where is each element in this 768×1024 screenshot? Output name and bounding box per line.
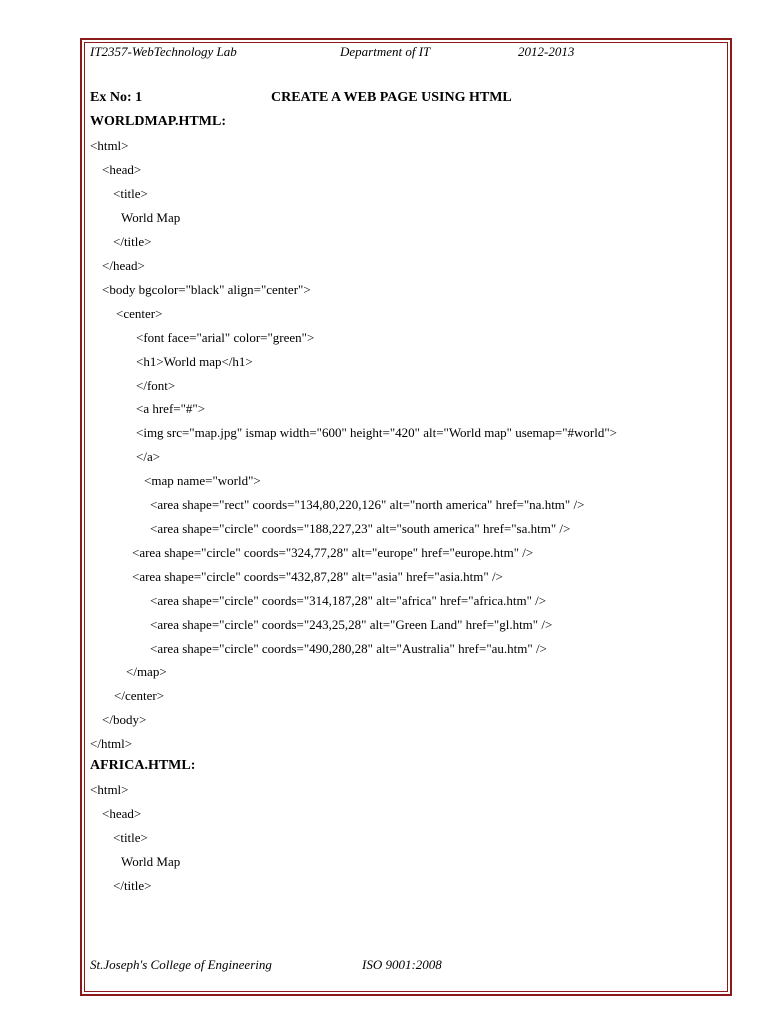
- code-line: <h1>World map</h1>: [136, 354, 253, 369]
- code-line: </center>: [114, 688, 165, 703]
- code-line: <map name="world">: [144, 473, 261, 488]
- code-line: </head>: [102, 258, 145, 273]
- code-line: <area shape="circle" coords="243,25,28" alt="Green Land" href="gl.htm" />: [150, 617, 553, 632]
- footer-iso: ISO 9001:2008: [362, 957, 442, 972]
- code-line: <center>: [116, 306, 163, 321]
- code-line: <area shape="circle" coords="314,187,28" alt="africa" href="africa.htm" />: [150, 593, 547, 608]
- code-line: <img src="map.jpg" ismap width="600" height="420" alt="World map" usemap="#world">: [136, 425, 618, 440]
- code-line: <a href="#">: [136, 401, 206, 416]
- code-line: World Map: [121, 854, 181, 869]
- exercise-title: CREATE A WEB PAGE USING HTML: [271, 90, 512, 105]
- code-line: World Map: [121, 210, 181, 225]
- code-line: <area shape="circle" coords="490,280,28" alt="Australia" href="au.htm" />: [150, 641, 547, 656]
- code-line: </font>: [136, 378, 176, 393]
- code-line: <html>: [90, 138, 129, 153]
- code-line: <area shape="circle" coords="432,87,28" alt="asia" href="asia.htm" />: [132, 569, 503, 584]
- code-line: </map>: [126, 664, 167, 679]
- code-line: <body bgcolor="black" align="center">: [102, 282, 311, 297]
- code-line: <font face="arial" color="green">: [136, 330, 315, 345]
- code-line: <head>: [102, 162, 142, 177]
- africa-heading: AFRICA.HTML:: [90, 758, 196, 773]
- code-line: </title>: [113, 878, 152, 893]
- code-line: <area shape="circle" coords="324,77,28" alt="europe" href="europe.htm" />: [132, 545, 534, 560]
- code-line: <title>: [113, 830, 148, 845]
- code-line: <area shape="rect" coords="134,80,220,126" alt="north america" href="na.htm" />: [150, 497, 585, 512]
- header-department: Department of IT: [340, 44, 431, 59]
- exercise-number: Ex No: 1: [90, 90, 143, 105]
- header-course: IT2357-WebTechnology Lab: [90, 44, 237, 59]
- code-line: <area shape="circle" coords="188,227,23" alt="south america" href="sa.htm" />: [150, 521, 571, 536]
- code-line: </title>: [113, 234, 152, 249]
- code-line: <title>: [113, 186, 148, 201]
- worldmap-heading: WORLDMAP.HTML:: [90, 114, 226, 129]
- page-border-inner: [84, 42, 728, 992]
- code-line: <head>: [102, 806, 142, 821]
- header-year: 2012-2013: [518, 44, 575, 59]
- code-line: </body>: [102, 712, 147, 727]
- code-line: </html>: [90, 736, 133, 751]
- footer-college: St.Joseph's College of Engineering: [90, 957, 272, 972]
- code-line: <html>: [90, 782, 129, 797]
- code-line: </a>: [136, 449, 161, 464]
